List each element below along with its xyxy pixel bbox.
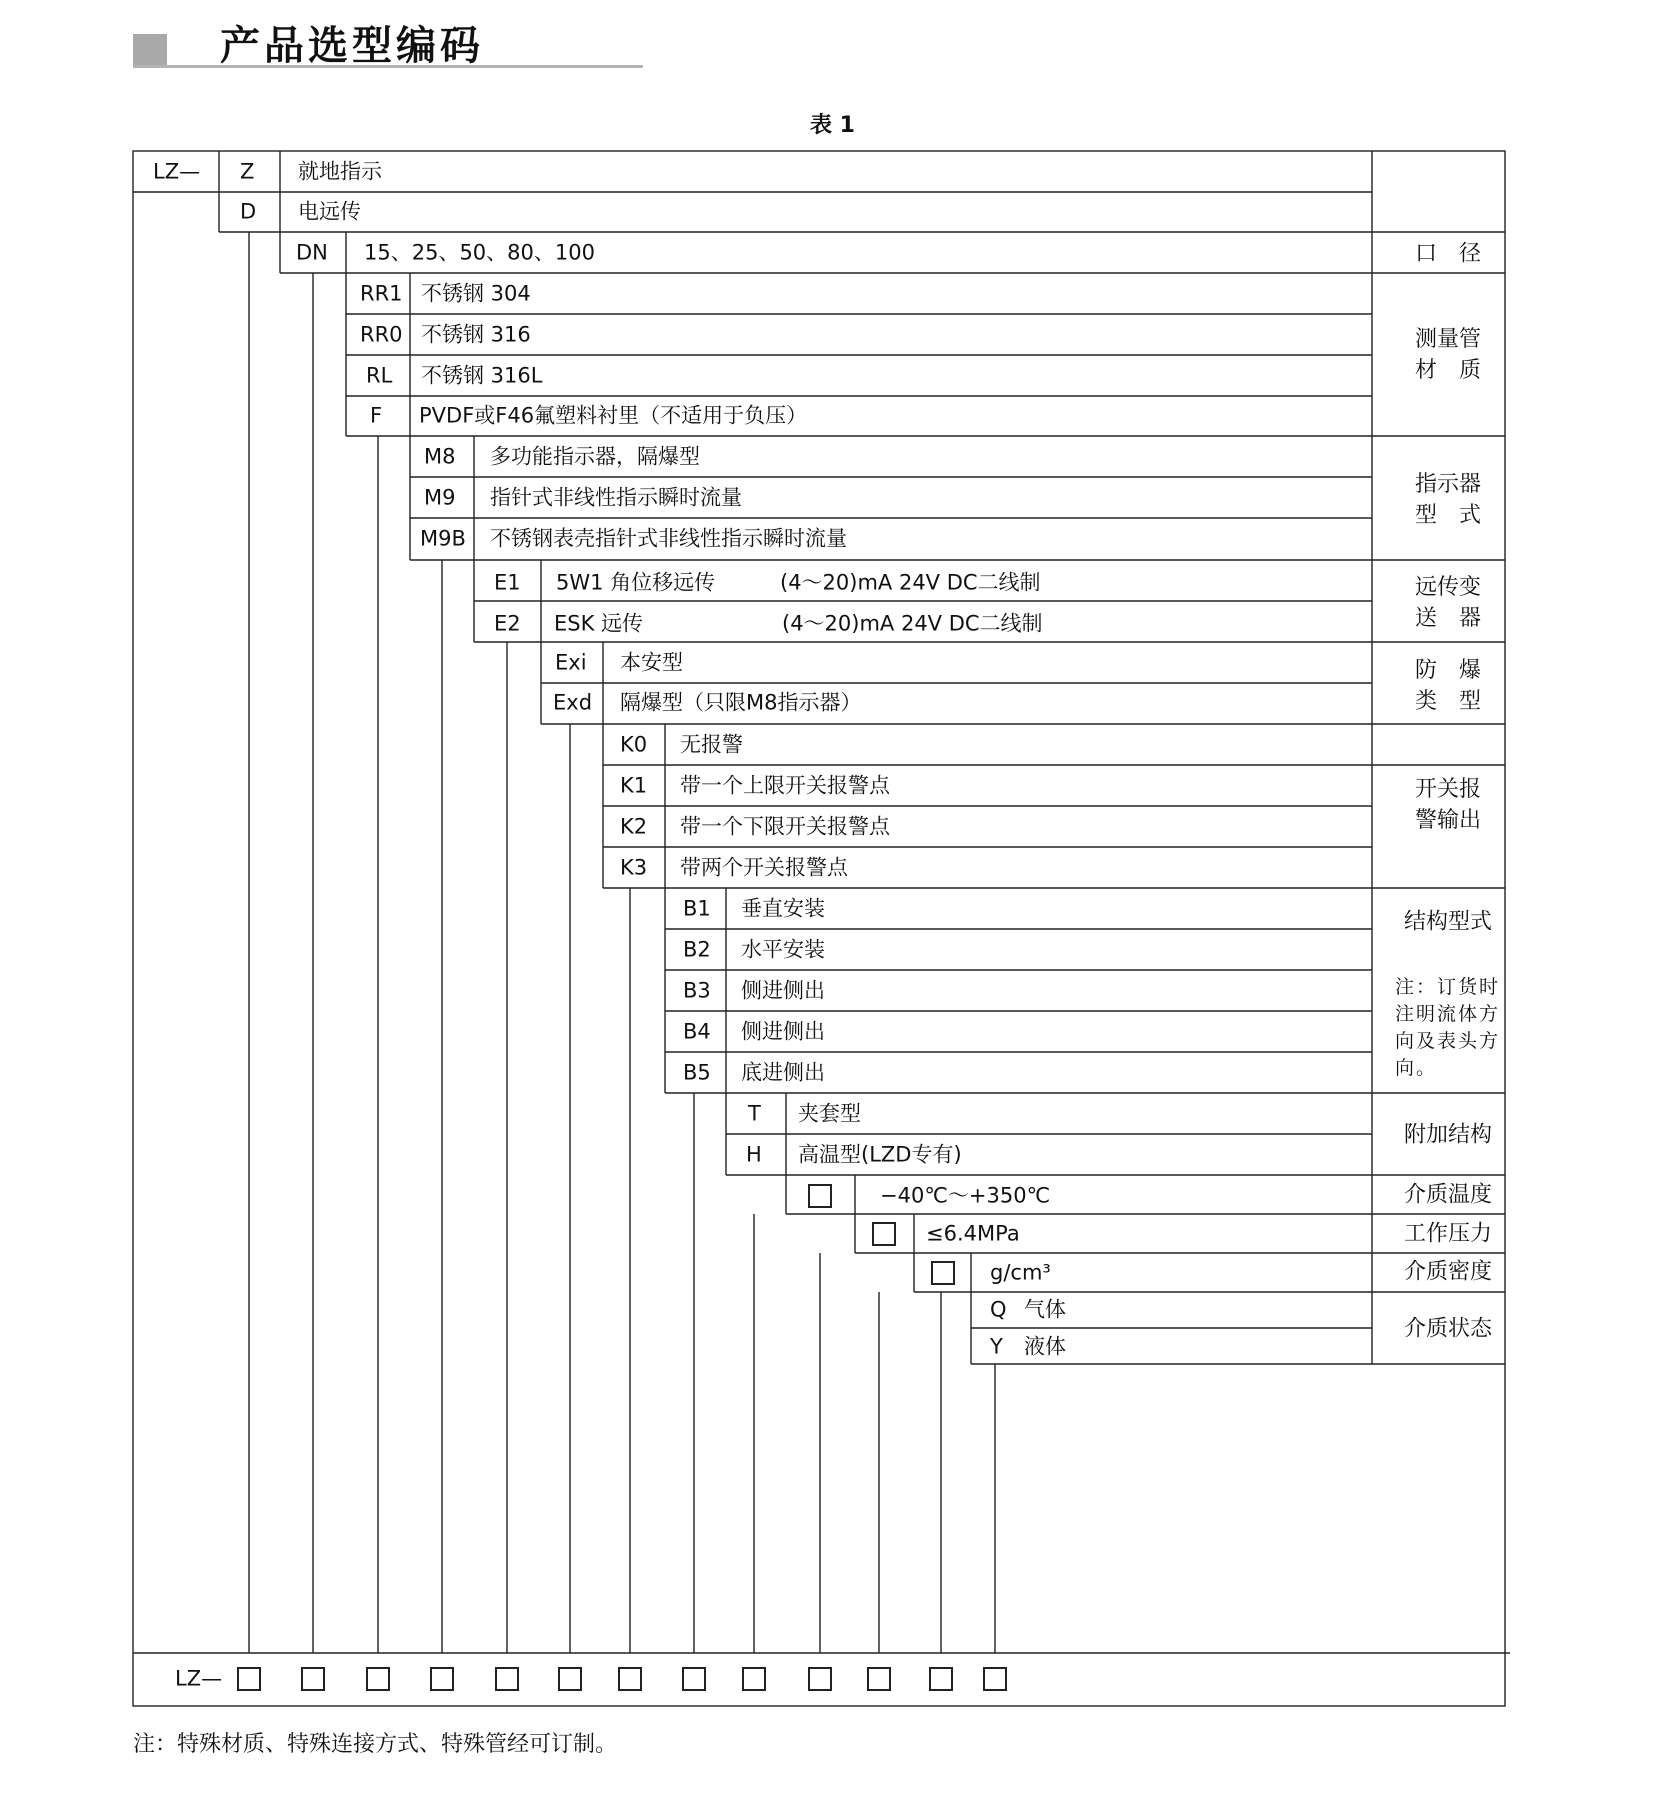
row-code: K2 (620, 814, 648, 839)
row-code: RR0 (360, 322, 403, 347)
row-code: E1 (494, 570, 521, 595)
code-slot-checkbox[interactable] (618, 1667, 642, 1691)
row-desc: 夹套型 (798, 1101, 861, 1126)
row-spec: (4～20)mA 24V DC二线制 (782, 611, 1043, 636)
category-label: 介质温度 (1403, 1182, 1492, 1208)
code-slot-checkbox[interactable] (301, 1667, 325, 1691)
row-code: D (240, 199, 257, 224)
row-code: RL (366, 363, 393, 388)
row-desc: 不锈钢表壳指针式非线性指示瞬时流量 (490, 526, 847, 551)
category-label: 测量管 材 质 (1414, 327, 1481, 383)
code-slot-checkbox[interactable] (983, 1667, 1007, 1691)
row-desc: 带一个上限开关报警点 (680, 773, 890, 798)
row-desc: 多功能指示器，隔爆型 (490, 444, 700, 469)
row-code: LZ— (153, 159, 201, 184)
row-desc: 气体 (1024, 1297, 1066, 1322)
row-desc: ≤6.4MPa (926, 1221, 1020, 1246)
row-code: Q (990, 1297, 1007, 1322)
row-code: RR1 (360, 281, 403, 306)
row-code: B1 (683, 896, 711, 921)
code-slot-checkbox[interactable] (430, 1667, 454, 1691)
row-code: Z (240, 159, 255, 184)
row-code: M8 (424, 444, 456, 469)
category-label: 远传变 送 器 (1414, 575, 1481, 631)
row-code: B3 (683, 978, 711, 1003)
row-desc: 本安型 (620, 650, 683, 675)
row-desc: 无报警 (680, 732, 743, 757)
row-desc: 底进侧出 (741, 1060, 825, 1085)
category-label: 介质密度 (1403, 1259, 1492, 1285)
category-label: 口 径 (1414, 241, 1481, 267)
footer-note: 注：特殊材质、特殊连接方式、特殊管经可订制。 (133, 1732, 618, 1757)
row-code: Y (990, 1334, 1003, 1359)
code-slot-checkbox[interactable] (808, 1667, 832, 1691)
row-code: E2 (494, 611, 521, 636)
row-desc: 隔爆型（只限M8指示器） (620, 690, 862, 715)
category-label: 附加结构 (1403, 1122, 1492, 1148)
row-code: K0 (620, 732, 648, 757)
row-desc: 侧进侧出 (741, 978, 825, 1003)
row-code: B2 (683, 937, 711, 962)
row-desc: ESK 远传 (554, 611, 644, 636)
code-slot-checkbox[interactable] (682, 1667, 706, 1691)
row-desc: 电远传 (298, 199, 361, 224)
row-desc: 5W1 角位移远传 (556, 570, 716, 595)
row-code: B5 (683, 1060, 711, 1085)
row-desc: 带一个下限开关报警点 (680, 814, 890, 839)
code-slot-checkbox[interactable] (558, 1667, 582, 1691)
row-desc: 垂直安装 (741, 896, 825, 921)
code-slot-checkbox[interactable] (742, 1667, 766, 1691)
category-label: 指示器 型 式 (1414, 472, 1481, 528)
code-slot-checkbox[interactable] (366, 1667, 390, 1691)
category-label: 介质状态 (1403, 1316, 1492, 1342)
option-checkbox[interactable] (808, 1184, 832, 1208)
row-code: Exd (553, 690, 593, 715)
row-desc: g/cm³ (990, 1260, 1051, 1285)
row-code: B4 (683, 1019, 711, 1044)
row-code: Exi (555, 650, 587, 675)
row-desc: 不锈钢 304 (421, 281, 531, 306)
row-desc: 高温型(LZD专有) (798, 1142, 962, 1167)
category-label: 开关报 警输出 (1414, 777, 1481, 833)
row-desc: 液体 (1024, 1334, 1066, 1359)
row-desc: 侧进侧出 (741, 1019, 825, 1044)
code-row-prefix: LZ— (175, 1666, 223, 1691)
row-code: F (370, 403, 383, 428)
row-desc: −40℃～+350℃ (880, 1183, 1051, 1208)
row-desc: 带两个开关报警点 (680, 855, 848, 880)
row-code: K3 (620, 855, 648, 880)
row-desc: 不锈钢 316L (421, 363, 543, 388)
row-code: T (748, 1101, 761, 1126)
code-slot-checkbox[interactable] (929, 1667, 953, 1691)
option-checkbox[interactable] (931, 1261, 955, 1285)
row-desc: 15、25、50、80、100 (364, 240, 595, 265)
row-desc: 不锈钢 316 (421, 322, 531, 347)
row-spec: (4～20)mA 24V DC二线制 (780, 570, 1041, 595)
code-slot-checkbox[interactable] (867, 1667, 891, 1691)
category-label: 防 爆 类 型 (1414, 658, 1481, 714)
row-desc: 指针式非线性指示瞬时流量 (490, 485, 742, 510)
row-code: H (746, 1142, 762, 1167)
row-desc: PVDF或F46氟塑料衬里（不适用于负压） (419, 403, 808, 428)
row-code: M9 (424, 485, 456, 510)
row-code: M9B (420, 526, 466, 551)
table-caption: 表 1 (810, 113, 855, 138)
code-slot-checkbox[interactable] (495, 1667, 519, 1691)
category-label: 结构型式 (1403, 909, 1492, 935)
page-title: 产品选型编码 (220, 23, 484, 69)
row-code: DN (296, 240, 328, 265)
code-slot-checkbox[interactable] (237, 1667, 261, 1691)
option-checkbox[interactable] (872, 1222, 896, 1246)
row-desc: 就地指示 (298, 159, 382, 184)
category-label: 工作压力 (1403, 1221, 1492, 1247)
row-code: K1 (620, 773, 648, 798)
order-note: 注：订货时注明流体方向及表头方向。 (1395, 976, 1501, 1079)
row-desc: 水平安装 (741, 937, 825, 962)
